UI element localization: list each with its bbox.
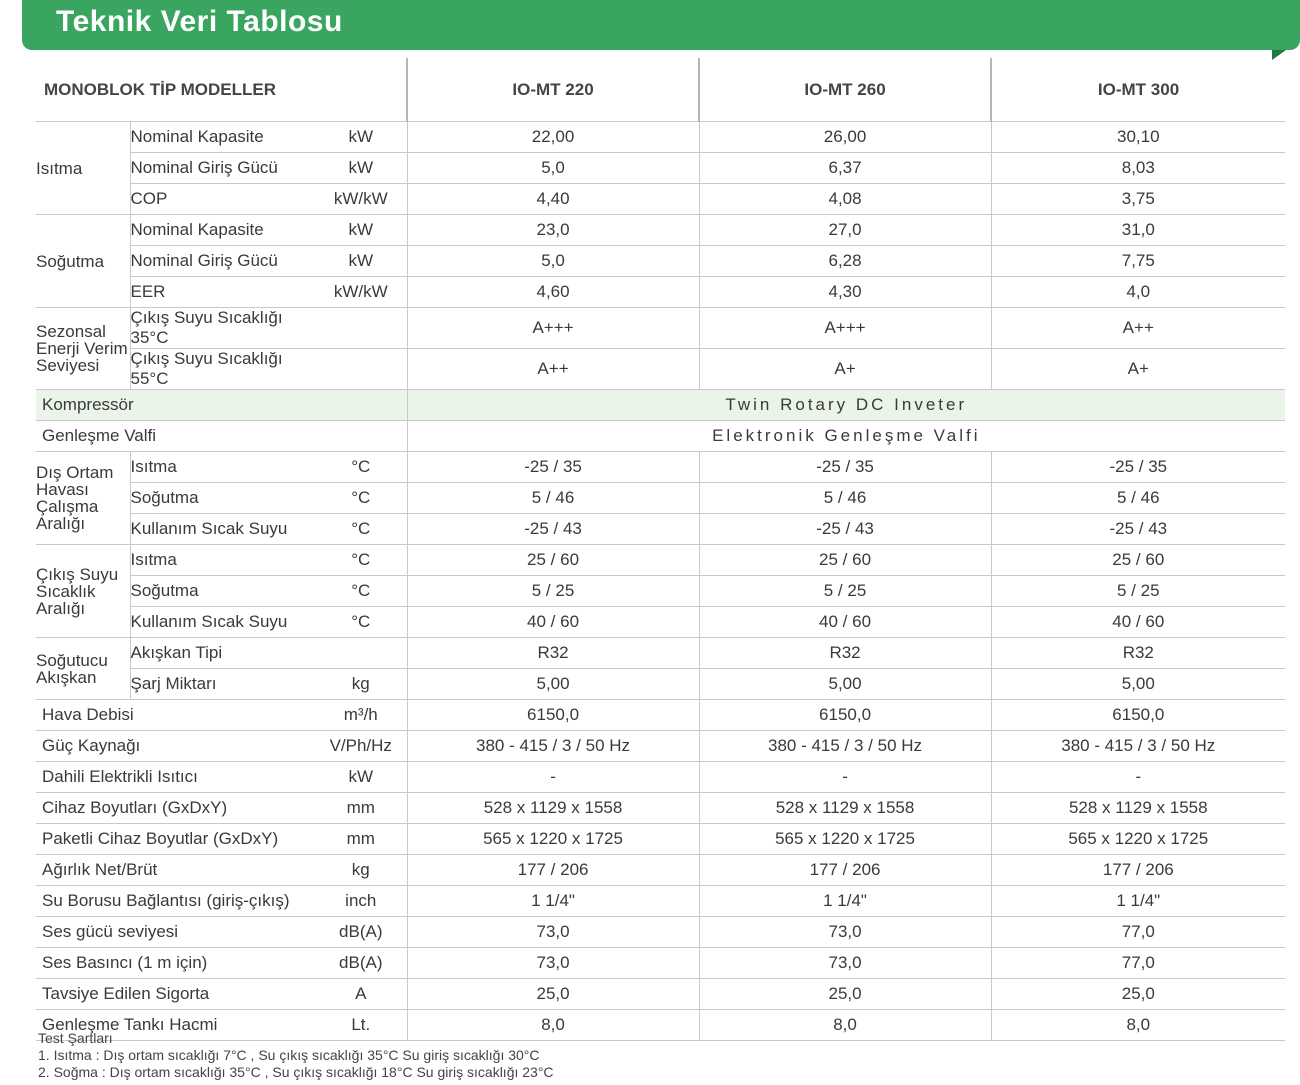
row-value: 73,0 [699, 917, 991, 948]
row-value: - [991, 762, 1285, 793]
row-label: Kompressör [36, 390, 407, 421]
row-value: 1 1/4" [407, 886, 699, 917]
group-label: Dış Ortam Havası Çalışma Aralığı [36, 452, 130, 545]
row-value: 6150,0 [991, 700, 1285, 731]
row-label: Genleşme Tankı Hacmi [36, 1010, 315, 1041]
group-label: Çıkış Suyu Sıcaklık Aralığı [36, 545, 130, 638]
row-value: 5,0 [407, 246, 699, 277]
row-value: 25 / 60 [407, 545, 699, 576]
row-unit: kW/kW [315, 277, 407, 308]
row-value: 25 / 60 [699, 545, 991, 576]
test-condition-heating: 1. Isıtma : Dış ortam sıcaklığı 7°C , Su çıkış sıcaklığı 35°C Su giriş sıcaklığı 30°C [38, 1047, 540, 1063]
row-label: Akışkan Tipi [130, 638, 315, 669]
row-unit: °C [315, 576, 407, 607]
row-value: 4,30 [699, 277, 991, 308]
row-value: -25 / 35 [699, 452, 991, 483]
row-value: 5 / 46 [699, 483, 991, 514]
table-row [36, 349, 1285, 390]
row-label: Isıtma [130, 545, 315, 576]
row-unit: kg [315, 855, 407, 886]
table-row [36, 948, 1285, 979]
row-value: 8,0 [699, 1010, 991, 1041]
table-row [36, 886, 1285, 917]
row-label: Ses gücü seviyesi [36, 917, 315, 948]
row-value: 4,60 [407, 277, 699, 308]
row-value: 5 / 46 [991, 483, 1285, 514]
row-value: 6150,0 [699, 700, 991, 731]
row-unit: °C [315, 452, 407, 483]
row-value: 6150,0 [407, 700, 699, 731]
row-label: Nominal Kapasite [130, 215, 315, 246]
row-value: A++ [991, 308, 1285, 349]
table-row [36, 308, 1285, 349]
table-row [36, 215, 1285, 246]
row-value: 23,0 [407, 215, 699, 246]
row-unit: dB(A) [315, 948, 407, 979]
table-row [36, 421, 1285, 452]
row-value: 30,10 [991, 122, 1285, 153]
row-label: Nominal Giriş Gücü [130, 246, 315, 277]
row-value: 528 x 1129 x 1558 [991, 793, 1285, 824]
test-condition-cooling: 2. Soğma : Dış ortam sıcaklığı 35°C , Su çıkış sıcaklığı 18°C Su giriş sıcaklığı 23°C [38, 1064, 554, 1080]
row-value: - [699, 762, 991, 793]
row-value: 8,0 [991, 1010, 1285, 1041]
row-value: 565 x 1220 x 1725 [407, 824, 699, 855]
row-unit: °C [315, 514, 407, 545]
row-label: EER [130, 277, 315, 308]
table-row [36, 669, 1285, 700]
row-merged-value: Elektronik Genleşme Valfi [407, 421, 1285, 452]
model-header: IO-MT 260 [699, 58, 991, 122]
row-label: Ağırlık Net/Brüt [36, 855, 315, 886]
row-value: -25 / 43 [991, 514, 1285, 545]
row-value: A+ [699, 349, 991, 390]
row-value: 4,40 [407, 184, 699, 215]
row-value: 25 / 60 [991, 545, 1285, 576]
row-unit: kW [315, 215, 407, 246]
row-value: 4,0 [991, 277, 1285, 308]
row-value: 27,0 [699, 215, 991, 246]
row-value: 26,00 [699, 122, 991, 153]
row-value: 25,0 [407, 979, 699, 1010]
row-value: 7,75 [991, 246, 1285, 277]
row-value: A+ [991, 349, 1285, 390]
row-unit: kW [315, 762, 407, 793]
row-unit: kW [315, 246, 407, 277]
row-unit: kW [315, 153, 407, 184]
row-unit: kg [315, 669, 407, 700]
table-row [36, 762, 1285, 793]
row-value: 3,75 [991, 184, 1285, 215]
row-unit: V/Ph/Hz [315, 731, 407, 762]
row-value: 77,0 [991, 948, 1285, 979]
row-value: 1 1/4" [699, 886, 991, 917]
table-row [36, 700, 1285, 731]
table-row [36, 979, 1285, 1010]
row-value: 5,00 [407, 669, 699, 700]
table-row [36, 483, 1285, 514]
row-value: A+++ [699, 308, 991, 349]
row-label: COP [130, 184, 315, 215]
table-row [36, 390, 1285, 421]
row-value: 6,28 [699, 246, 991, 277]
row-label: Kullanım Sıcak Suyu [130, 514, 315, 545]
row-value: 31,0 [991, 215, 1285, 246]
row-unit: inch [315, 886, 407, 917]
row-unit [315, 349, 407, 390]
row-unit: °C [315, 483, 407, 514]
row-value: 177 / 206 [991, 855, 1285, 886]
row-unit: mm [315, 793, 407, 824]
row-value: 5 / 25 [407, 576, 699, 607]
table-row [36, 576, 1285, 607]
row-value: 565 x 1220 x 1725 [991, 824, 1285, 855]
row-value: 5,00 [991, 669, 1285, 700]
row-value: 8,0 [407, 1010, 699, 1041]
table-row [36, 452, 1285, 483]
table-row [36, 917, 1285, 948]
row-value: A++ [407, 349, 699, 390]
row-value: 40 / 60 [991, 607, 1285, 638]
group-label: Isıtma [36, 122, 130, 215]
row-label: Güç Kaynağı [36, 731, 315, 762]
row-value: 73,0 [407, 917, 699, 948]
row-value: 25,0 [699, 979, 991, 1010]
row-value: 5 / 25 [699, 576, 991, 607]
title-banner [22, 0, 1300, 50]
row-value: R32 [699, 638, 991, 669]
row-unit: kW [315, 122, 407, 153]
row-label: Hava Debisi [36, 700, 315, 731]
test-conditions [38, 1030, 554, 1081]
page-title: Teknik Veri Tablosu [56, 5, 343, 38]
row-value: 528 x 1129 x 1558 [699, 793, 991, 824]
row-unit: °C [315, 545, 407, 576]
row-value: 177 / 206 [699, 855, 991, 886]
row-value: A+++ [407, 308, 699, 349]
row-label: Çıkış Suyu Sıcaklığı 55°C [130, 349, 315, 390]
row-value: -25 / 35 [407, 452, 699, 483]
row-value: 77,0 [991, 917, 1285, 948]
row-label: Ses Basıncı (1 m için) [36, 948, 315, 979]
row-unit: A [315, 979, 407, 1010]
row-label: Nominal Giriş Gücü [130, 153, 315, 184]
table-row [36, 153, 1285, 184]
row-value: 528 x 1129 x 1558 [407, 793, 699, 824]
row-unit: m³/h [315, 700, 407, 731]
row-value: 6,37 [699, 153, 991, 184]
table-row [36, 855, 1285, 886]
row-value: R32 [991, 638, 1285, 669]
row-label: Soğutma [130, 576, 315, 607]
table-row [36, 122, 1285, 153]
row-label: Kullanım Sıcak Suyu [130, 607, 315, 638]
table-row [36, 824, 1285, 855]
table-row [36, 277, 1285, 308]
row-unit [315, 308, 407, 349]
model-header: IO-MT 220 [407, 58, 699, 122]
model-header: IO-MT 300 [991, 58, 1285, 122]
row-unit [315, 638, 407, 669]
row-value: 4,08 [699, 184, 991, 215]
row-value: 380 - 415 / 3 / 50 Hz [991, 731, 1285, 762]
header-models-label: MONOBLOK TİP MODELLER [36, 58, 407, 122]
group-label: Soğutucu Akışkan [36, 638, 130, 700]
row-value: -25 / 43 [699, 514, 991, 545]
row-label: Su Borusu Bağlantısı (giriş-çıkış) [36, 886, 315, 917]
row-value: -25 / 35 [991, 452, 1285, 483]
row-label: Dahili Elektrikli Isıtıcı [36, 762, 315, 793]
row-value: 5 / 46 [407, 483, 699, 514]
table-row [36, 514, 1285, 545]
row-value: 177 / 206 [407, 855, 699, 886]
row-value: -25 / 43 [407, 514, 699, 545]
row-unit: mm [315, 824, 407, 855]
spec-table [36, 58, 1285, 1041]
row-value: 5,00 [699, 669, 991, 700]
row-unit: dB(A) [315, 917, 407, 948]
row-unit: Lt. [315, 1010, 407, 1041]
row-label: Nominal Kapasite [130, 122, 315, 153]
table-row [36, 638, 1285, 669]
row-value: 380 - 415 / 3 / 50 Hz [699, 731, 991, 762]
header-row [36, 58, 1285, 122]
row-value: 5,0 [407, 153, 699, 184]
group-label: Soğutma [36, 215, 130, 308]
row-value: 380 - 415 / 3 / 50 Hz [407, 731, 699, 762]
row-label: Soğutma [130, 483, 315, 514]
row-value: 73,0 [699, 948, 991, 979]
row-value: 5 / 25 [991, 576, 1285, 607]
test-conditions-heading: Test Şartları [38, 1030, 113, 1046]
row-value: 25,0 [991, 979, 1285, 1010]
row-label: Tavsiye Edilen Sigorta [36, 979, 315, 1010]
table-row [36, 793, 1285, 824]
row-value: 40 / 60 [699, 607, 991, 638]
table-row [36, 246, 1285, 277]
table-row [36, 607, 1285, 638]
row-value: 565 x 1220 x 1725 [699, 824, 991, 855]
row-value: - [407, 762, 699, 793]
row-unit: kW/kW [315, 184, 407, 215]
row-label: Isıtma [130, 452, 315, 483]
row-value: R32 [407, 638, 699, 669]
row-label: Çıkış Suyu Sıcaklığı 35°C [130, 308, 315, 349]
row-value: 73,0 [407, 948, 699, 979]
table-row [36, 184, 1285, 215]
row-value: 40 / 60 [407, 607, 699, 638]
row-value: 8,03 [991, 153, 1285, 184]
row-label: Paketli Cihaz Boyutlar (GxDxY) [36, 824, 315, 855]
row-unit: °C [315, 607, 407, 638]
row-value: 22,00 [407, 122, 699, 153]
row-label: Şarj Miktarı [130, 669, 315, 700]
row-value: 1 1/4" [991, 886, 1285, 917]
table-row [36, 545, 1285, 576]
table-row [36, 731, 1285, 762]
row-label: Genleşme Valfi [36, 421, 407, 452]
group-label: Sezonsal Enerji Verim Seviyesi [36, 308, 130, 390]
row-label: Cihaz Boyutları (GxDxY) [36, 793, 315, 824]
row-merged-value: Twin Rotary DC Inveter [407, 390, 1285, 421]
